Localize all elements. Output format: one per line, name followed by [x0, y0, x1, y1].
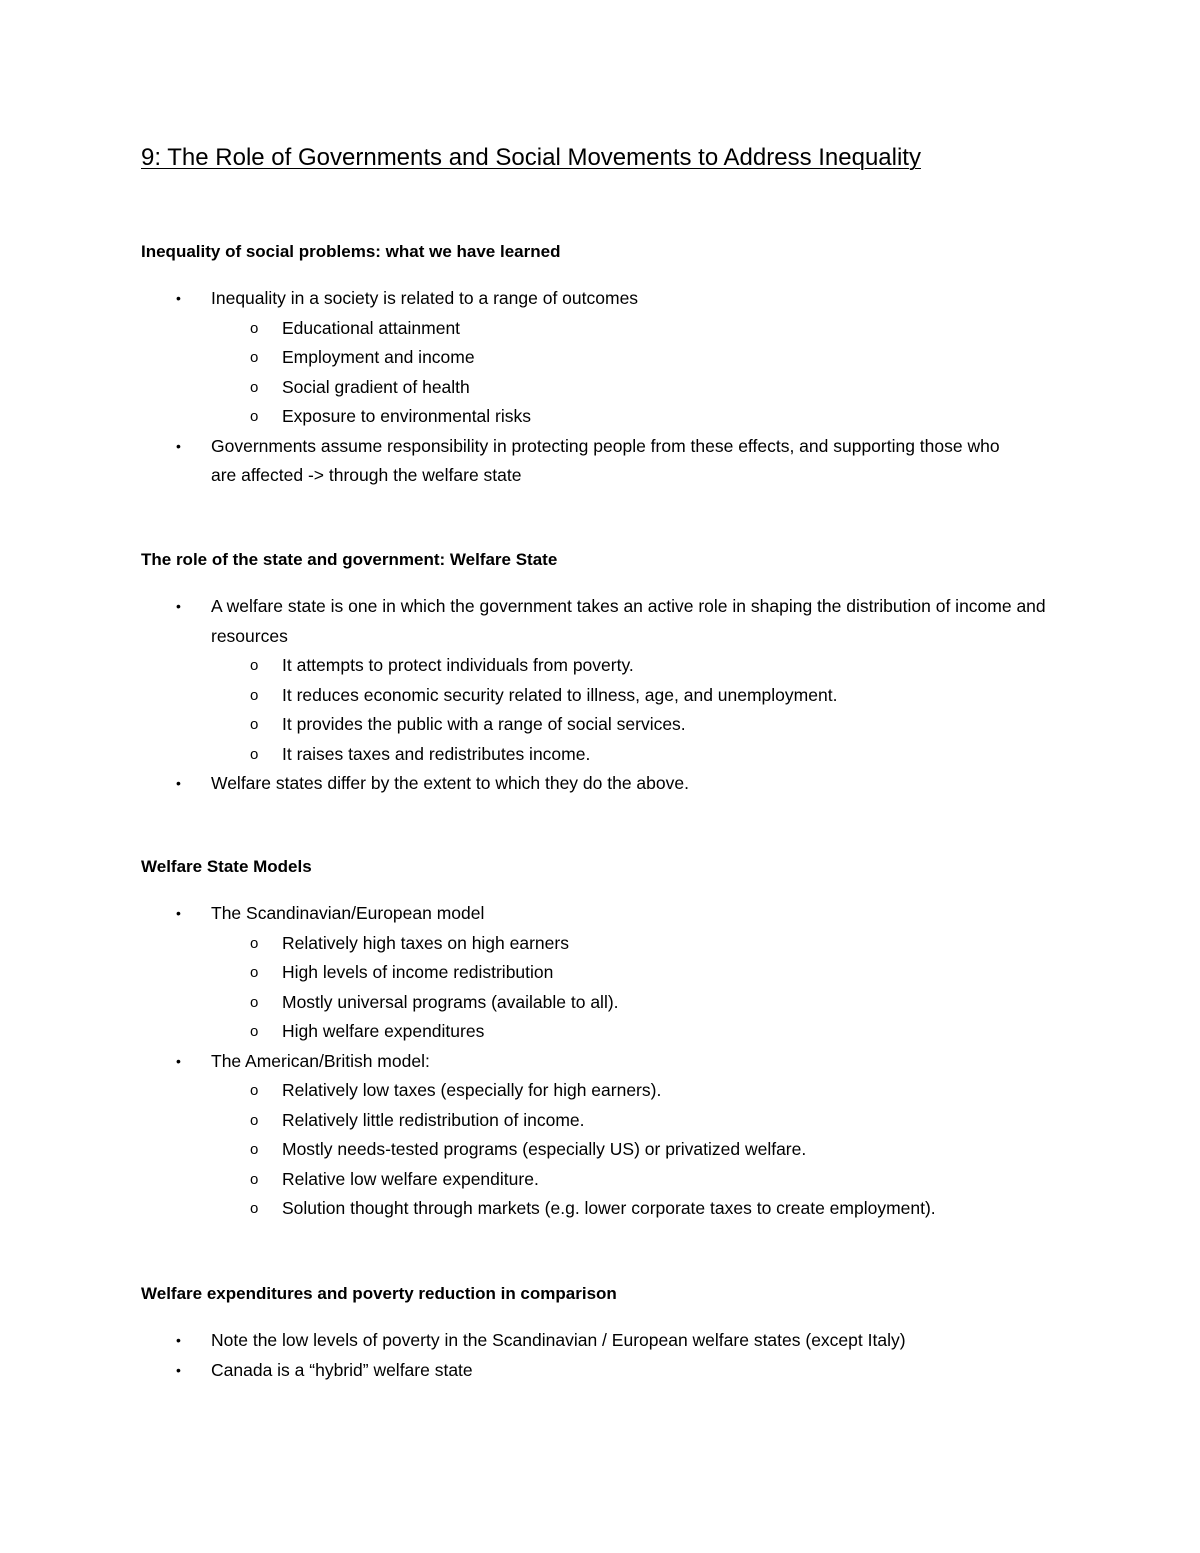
circle-bullet-icon: o: [250, 1082, 259, 1099]
sub-list-item-text: Educational attainment: [282, 317, 461, 338]
sub-list-item: [211, 1194, 1071, 1224]
sub-list-item: [211, 1076, 1071, 1106]
section-inequality-outcomes: [141, 240, 1071, 491]
sub-list-item-text: It attempts to protect individuals from poverty.: [282, 655, 634, 675]
sub-list-item: [211, 343, 1071, 373]
sub-list-item-text: High welfare expenditures: [282, 1021, 485, 1041]
sub-list-item-text: It provides the public with a range of social services.: [282, 714, 686, 734]
sub-list-item: [211, 373, 1071, 403]
sub-list-item: [211, 1135, 1071, 1165]
sub-list-item-text: Relative low welfare expenditure.: [282, 1168, 539, 1189]
list-item-text: The Scandinavian/European model: [211, 903, 485, 923]
bullet-icon: •: [176, 598, 181, 614]
sub-list-item-text: Relatively little redistribution of income.: [282, 1109, 585, 1130]
section-heading: The role of the state and government: Welfare State: [141, 550, 558, 569]
list-item: [141, 432, 1001, 491]
bullet-list: [141, 284, 1071, 491]
circle-bullet-icon: o: [250, 349, 259, 366]
circle-bullet-icon: o: [250, 1141, 259, 1158]
sub-list-item: [211, 651, 1061, 681]
list-item-text: Inequality in a society is related to a range of outcomes: [211, 288, 639, 308]
list-item-text: Canada is a “hybrid” welfare state: [211, 1359, 473, 1380]
sub-bullet-list: [211, 314, 1071, 432]
sub-list-item: [211, 1017, 1071, 1047]
bullet-icon: •: [176, 775, 181, 791]
circle-bullet-icon: o: [250, 716, 259, 733]
section-welfare-state: [141, 548, 1071, 799]
sub-list-item: [211, 681, 1061, 711]
sub-list-item-text: Exposure to environmental risks: [282, 406, 531, 426]
circle-bullet-icon: o: [250, 378, 259, 396]
page-title: 9: The Role of Governments and Social Movements to Address Inequality: [141, 144, 921, 171]
sub-list-item: [211, 740, 1061, 770]
list-item: [141, 592, 1061, 769]
list-item: [141, 1047, 1071, 1224]
sub-list-item-text: High levels of income redistribution: [282, 962, 554, 982]
bullet-icon: •: [176, 1361, 181, 1378]
bullet-list: [141, 592, 1071, 799]
list-item: [141, 284, 1071, 432]
section-expenditures-poverty: [141, 1282, 1071, 1385]
circle-bullet-icon: o: [250, 1170, 259, 1188]
sub-list-item-text: Social gradient of health: [282, 376, 470, 397]
sub-list-item: [211, 1165, 1071, 1195]
circle-bullet-icon: o: [250, 408, 259, 425]
list-item: [141, 1356, 1071, 1386]
sub-list-item: [211, 958, 1071, 988]
sub-list-item-text: It raises taxes and redistributes income.: [282, 743, 591, 764]
bullet-icon: •: [176, 905, 181, 921]
sub-bullet-list: [211, 929, 1071, 1047]
circle-bullet-icon: o: [250, 993, 259, 1011]
sub-list-item-text: Relatively low taxes (especially for high earners).: [282, 1080, 662, 1100]
sub-list-item-text: Mostly needs-tested programs (especially US) or privatized welfare.: [282, 1139, 807, 1159]
section-heading: Inequality of social problems: what we have learned: [141, 242, 561, 261]
sub-list-item-text: Relatively high taxes on high earners: [282, 932, 569, 953]
circle-bullet-icon: o: [250, 319, 259, 337]
sub-list-item: [211, 929, 1071, 959]
list-item: [141, 899, 1071, 1047]
section-heading: Welfare State Models: [141, 857, 312, 876]
sub-list-item: [211, 1106, 1071, 1136]
bullet-icon: •: [176, 290, 181, 306]
section-heading: Welfare expenditures and poverty reduction in comparison: [141, 1284, 617, 1303]
bullet-list: [141, 1326, 1071, 1385]
bullet-list: [141, 899, 1071, 1224]
sub-list-item-text: Mostly universal programs (available to all).: [282, 991, 619, 1012]
circle-bullet-icon: o: [250, 964, 259, 981]
circle-bullet-icon: o: [250, 1111, 259, 1129]
sub-list-item: [211, 314, 1071, 344]
bullet-icon: •: [176, 1332, 181, 1348]
list-item: [141, 769, 1071, 799]
sub-list-item: [211, 402, 1071, 432]
circle-bullet-icon: o: [250, 1200, 259, 1217]
sub-list-item-text: It reduces economic security related to illness, age, and unemployment.: [282, 684, 838, 705]
list-item-text: Note the low levels of poverty in the Scandinavian / European welfare states (except Italy): [211, 1330, 906, 1350]
circle-bullet-icon: o: [250, 657, 259, 674]
sub-bullet-list: [211, 651, 1061, 769]
sub-list-item: [211, 710, 1061, 740]
bullet-icon: •: [176, 1052, 181, 1069]
bullet-icon: •: [176, 437, 181, 454]
section-welfare-models: [141, 855, 1071, 1224]
list-item-text: Welfare states differ by the extent to which they do the above.: [211, 773, 689, 793]
list-item-text: The American/British model:: [211, 1050, 430, 1071]
list-item-text: Governments assume responsibility in protecting people from these effects, and supporting those who are affected -> through the welfare state: [211, 435, 1000, 485]
sub-list-item: [211, 988, 1071, 1018]
circle-bullet-icon: o: [250, 1023, 259, 1040]
sub-list-item-text: Solution thought through markets (e.g. lower corporate taxes to create employment).: [282, 1198, 936, 1218]
list-item-text: A welfare state is one in which the government takes an active role in shaping the distribution of income and resources: [211, 596, 1046, 646]
sub-list-item-text: Employment and income: [282, 347, 475, 367]
circle-bullet-icon: o: [250, 745, 259, 763]
sub-bullet-list: [211, 1076, 1071, 1224]
list-item: [141, 1326, 1071, 1356]
circle-bullet-icon: o: [250, 934, 259, 952]
circle-bullet-icon: o: [250, 686, 259, 704]
